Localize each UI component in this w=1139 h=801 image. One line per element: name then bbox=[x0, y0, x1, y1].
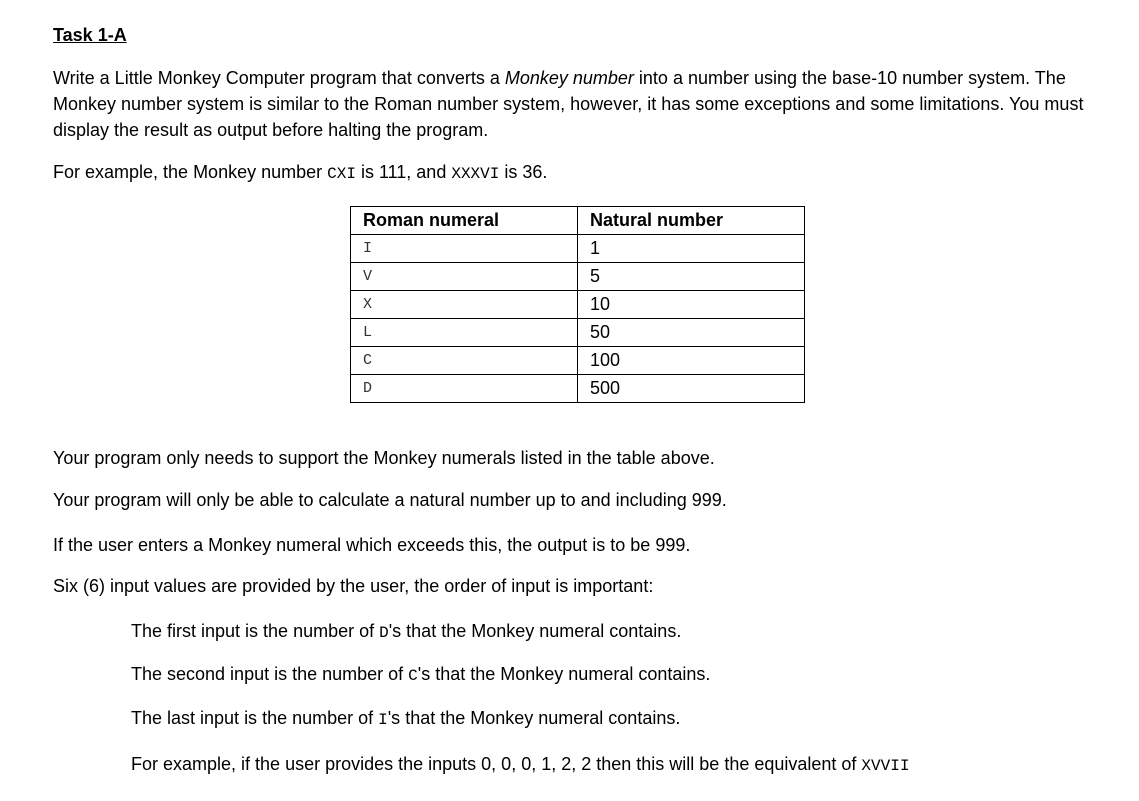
last-input-code: I bbox=[378, 711, 388, 729]
last-input-text-end: 's that the Monkey numeral contains. bbox=[387, 708, 681, 728]
roman-cell: V bbox=[351, 263, 578, 291]
support-note: Your program only needs to support the Monkey numerals listed in the table above. bbox=[53, 448, 715, 468]
monkey-number-term: Monkey number bbox=[504, 68, 634, 88]
roman-cell: D bbox=[351, 375, 578, 403]
intro-text-start: Write a Little Monkey Computer program that converts a bbox=[53, 68, 505, 88]
table-row bbox=[351, 375, 805, 403]
table-row bbox=[351, 235, 805, 263]
table-row bbox=[351, 319, 805, 347]
roman-cell: I bbox=[351, 235, 578, 263]
first-input-item bbox=[131, 618, 1131, 646]
natural-cell: 50 bbox=[578, 319, 805, 347]
input-example-item bbox=[131, 751, 1131, 779]
last-input-text: The last input is the number of bbox=[131, 708, 379, 728]
second-input-code: C bbox=[408, 667, 418, 685]
example-text-2: is 111, and bbox=[355, 162, 452, 182]
limit-note: Your program will only be able to calculate a natural number up to and including 999. bbox=[53, 490, 727, 510]
last-input-item bbox=[131, 705, 1131, 733]
example-paragraph bbox=[53, 159, 1113, 187]
intro-paragraph bbox=[53, 65, 1113, 143]
numeral-table bbox=[350, 206, 805, 403]
first-input-code: D bbox=[379, 624, 389, 642]
header-roman-numeral: Roman numeral bbox=[351, 207, 578, 235]
natural-cell: 1 bbox=[578, 235, 805, 263]
second-input-text-end: 's that the Monkey numeral contains. bbox=[417, 664, 711, 684]
header-natural-number: Natural number bbox=[578, 207, 805, 235]
intro-text-end: into a number using the base-10 number system. The Monkey number system is similar to the Roman number system, however, it has some exceptions and some limitations. You must display the result as output before halting the program. bbox=[53, 68, 1084, 140]
exceed-note: If the user enters a Monkey numeral which exceeds this, the output is to be 999. bbox=[53, 535, 691, 555]
first-input-text-end: 's that the Monkey numeral contains. bbox=[388, 621, 682, 641]
roman-cell: C bbox=[351, 347, 578, 375]
natural-cell: 500 bbox=[578, 375, 805, 403]
natural-cell: 10 bbox=[578, 291, 805, 319]
second-input-item bbox=[131, 661, 1131, 689]
table-header-row bbox=[351, 207, 805, 235]
natural-cell: 100 bbox=[578, 347, 805, 375]
input-example-code: XVVII bbox=[861, 757, 910, 775]
roman-cell: X bbox=[351, 291, 578, 319]
table-row bbox=[351, 291, 805, 319]
input-example-text: For example, if the user provides the inputs 0, 0, 0, 1, 2, 2 then this will be the equivalent of bbox=[131, 754, 862, 774]
example-code-1: CXI bbox=[327, 165, 356, 183]
roman-cell: L bbox=[351, 319, 578, 347]
first-input-text: The first input is the number of bbox=[131, 621, 380, 641]
table-row bbox=[351, 347, 805, 375]
second-input-text: The second input is the number of bbox=[131, 664, 409, 684]
example-code-2: XXXVI bbox=[451, 165, 500, 183]
example-text-1: For example, the Monkey number bbox=[53, 162, 328, 182]
natural-cell: 5 bbox=[578, 263, 805, 291]
example-text-3: is 36. bbox=[499, 162, 548, 182]
task-heading: Task 1-A bbox=[53, 25, 127, 45]
table-row bbox=[351, 263, 805, 291]
inputs-note: Six (6) input values are provided by the user, the order of input is important: bbox=[53, 576, 654, 596]
